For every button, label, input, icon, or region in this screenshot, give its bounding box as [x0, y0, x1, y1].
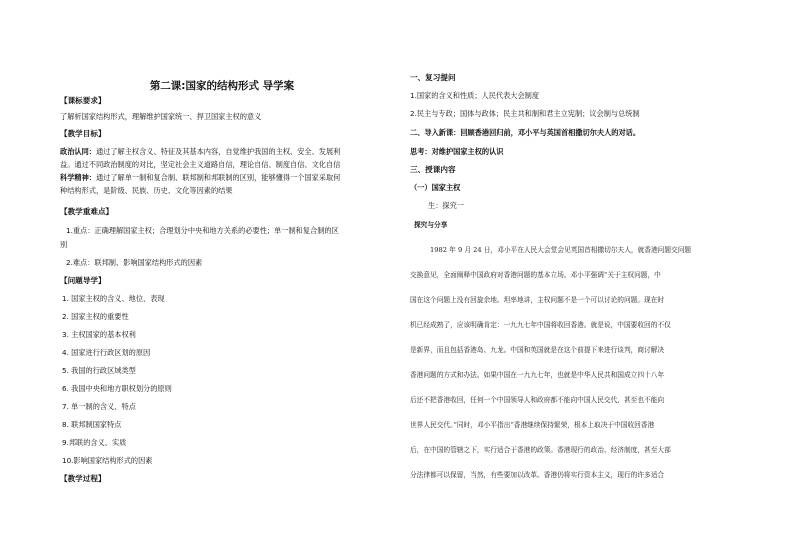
guide-item: 9.邦联的含义、实质 [62, 438, 127, 447]
guide-item: 4. 国家进行行政区划的原因 [62, 348, 151, 357]
review-item-1: 1.国家的含义和性质；人民代表大会制度 [410, 91, 540, 100]
guide-item: 1. 国家主权的含义、地位、表现 [62, 294, 165, 303]
guide-item: 10.影响国家结构形式的因素 [62, 456, 153, 465]
paragraph-line: 是新界，而且包括香港岛、九龙。中国和英国就是在这个前提下来进行谈判，商讨解决 [410, 346, 665, 354]
goal-line-1 [60, 147, 340, 157]
key-points-heading: 【教学重难点】 [60, 207, 114, 216]
guide-item: 2. 国家主权的重要性 [62, 312, 129, 321]
goal-text: 益。通过不同政治制度的对比，坚定社会主义道路自信，理论自信、制度自信、文化自信 [60, 160, 341, 169]
goal-text: 通过了解单一制和复合制、联邦制和邦联制的区别，能够懂得一个国家采取何 [95, 173, 341, 182]
paragraph-line: 分法律都可以保留，当然，有些要加以改革。香港仍将实行资本主义，现行的许多适合 [410, 471, 665, 479]
goal-label: 政治认同： [60, 147, 96, 156]
guide-item: 6. 我国中央和地方职权划分的原则 [62, 384, 172, 393]
process-heading: 【教学过程】 [60, 474, 106, 483]
review-item-2: 2.民主与专政；国体与政体；民主共和制和君主立宪制；议会制与总统制 [410, 109, 640, 118]
key-point-1: 1.重点：正确理解国家主权；合理划分中央和地方关系的必要性；单一制和复合制的区 [66, 226, 339, 235]
goal-line-3 [60, 173, 340, 183]
standards-text: 了解析国家结构形式，理解维护国家统一、捍卫国家主权的意义 [60, 112, 262, 121]
goals-heading: 【教学目标】 [60, 129, 106, 138]
page-title: 第二课:国家的结构形式 导学案 [149, 80, 295, 92]
section-heading-sovereignty: （一）国家主权 [410, 183, 461, 192]
paragraph-line: 后，在中国的管辖之下，实行适合于香港的政策。香港现行的政治、经济制度，甚至大部 [410, 446, 671, 454]
standards-heading: 【课标要求】 [60, 96, 106, 105]
inquiry-label: 探究与分享 [414, 221, 448, 229]
guide-item: 3. 主权国家的基本权利 [62, 330, 136, 339]
paragraph-line: 世界人民交代。”同时，邓小平指出“香港继续保持繁荣，根本上取决于中国收回香港 [410, 421, 655, 429]
goal-line-2 [60, 160, 340, 170]
intro-text: 回顾香港回归前，邓小平与英国首相撒切尔夫人的对话。 [460, 128, 641, 137]
goal-line-4 [60, 186, 233, 196]
paragraph-line: 1982 年 9 月 24 日，邓小平在人民大会堂会见英国首相撒切尔夫人，就香港问题交问题 [430, 246, 692, 254]
think-question: 思考：对维护国家主权的认识 [410, 147, 504, 156]
goal-label: 科学精神： [60, 173, 96, 182]
guide-item: 7. 单一制的含义、特点 [62, 402, 136, 411]
paragraph-line: 国在这个问题上没有回旋余地。坦率地讲，主权问题不是一个可以讨论的问题。现在时 [410, 296, 665, 304]
paragraph-line: 交换意见，全面阐释中国政府对香港问题的基本立场。邓小平强调“关于主权问题，中 [410, 271, 661, 279]
paragraph-line: 机已经成熟了，应该明确肯定：一九九七年中国将收回香港。就是说，中国要收回的不仅 [410, 321, 671, 329]
guide-item: 5. 我国的行政区域类型 [62, 366, 136, 375]
guide-heading: 【问题导学】 [60, 276, 106, 285]
paragraph-line: 后还不把香港收回，任何一个中国领导人和政府都不能向中国人民交代，甚至也不能向 [410, 396, 665, 404]
student-prompt: 生：探究一 [428, 201, 464, 210]
paragraph-line: 香港问题的方式和办法。如果中国在一九九七年，也就是中华人民共和国成立四十八年 [410, 371, 665, 379]
intro-label: 二、导入新课： [410, 128, 461, 137]
goal-text: 种结构形式，是阶级、民族、历史、文化等因素的结果 [60, 186, 233, 195]
key-point-2: 2.难点：联邦制、影响国家结构形式的因素 [66, 258, 203, 267]
key-point-1-cont: 别 [60, 240, 68, 249]
intro-line [410, 128, 640, 138]
content-heading: 三、授课内容 [410, 165, 456, 174]
review-heading: 一、复习提问 [410, 73, 456, 82]
goal-text: 通过了解主权含义、特征及其基本内容，自觉维护我国的主权、安全、发展利 [95, 147, 341, 156]
guide-item: 8. 联邦制国家特点 [62, 420, 122, 429]
